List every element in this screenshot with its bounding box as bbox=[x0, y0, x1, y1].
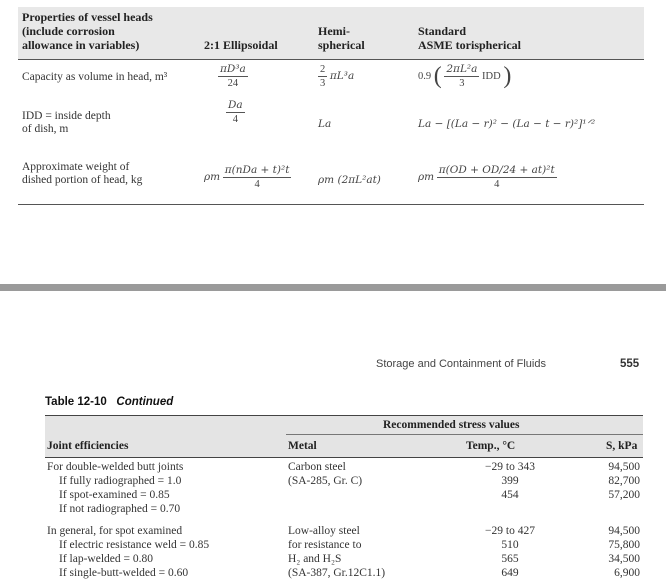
temps-carbon-steel: −29 to 343 399 454 bbox=[485, 461, 535, 501]
idd-hemispherical-formula: La bbox=[318, 118, 332, 130]
stress-table-header-rule bbox=[45, 457, 643, 458]
header-properties: Properties of vessel heads (include corrosion allowance in variables) bbox=[22, 10, 153, 52]
header-hemispherical: Hemi- spherical bbox=[318, 24, 365, 52]
weight-hemispherical-formula: ρm (2πL²at) bbox=[318, 174, 381, 186]
joint-block-double-welded: For double-welded butt joints If fully radiographed = 1.0 If spot-examined = 0.85 If not radiographed = 0.70 bbox=[47, 461, 184, 515]
page-number: 555 bbox=[620, 358, 640, 370]
capacity-ellipsoidal-formula: $\frac{\text{πD³a}}{24}$ bbox=[220, 63, 246, 89]
joint-block-spot-examined: In general, for spot examined If electric resistance weld = 0.85 If lap-welded = 0.80 If single-butt-welded = 0.60 bbox=[47, 525, 210, 579]
stress-low-alloy-steel: 94,500 75,800 34,500 6,900 bbox=[608, 525, 640, 579]
capacity-hemispherical-formula: $\frac{2}{3}$ πL³a bbox=[320, 64, 355, 89]
metal-low-alloy-steel: Low-alloy steel for resistance to H₂ and H₂S (SA-387, Gr.12C1.1) bbox=[288, 525, 386, 579]
page-separator bbox=[0, 284, 666, 291]
table-bottom-rule bbox=[18, 204, 644, 205]
header-rule bbox=[18, 59, 644, 60]
header-metal: Metal bbox=[288, 440, 317, 452]
stress-table-top-rule bbox=[45, 415, 643, 416]
temps-low-alloy-steel: −29 to 427 510 565 649 bbox=[485, 525, 535, 579]
stress-table-header-band bbox=[45, 415, 643, 458]
capacity-torispherical-formula: 0.9 ( $\frac{\text{2πL²a}}{3}$ IDD ) bbox=[418, 63, 512, 89]
idd-ellipsoidal-formula: $\frac{Da}{4}$ bbox=[228, 99, 243, 125]
header-temp: Temp., °C bbox=[466, 440, 516, 452]
header-standard: Standard ASME torispherical bbox=[418, 24, 521, 52]
weight-torispherical-formula: ρm $\frac{\text{π(OD + OD/24 + at)²t}}{4}$ bbox=[418, 164, 555, 190]
header-joint-efficiencies: Joint efficiencies bbox=[47, 440, 129, 452]
header-ellipsoidal: 2:1 Ellipsoidal bbox=[204, 38, 278, 52]
table-title: Table 12-10 Continued bbox=[45, 396, 174, 408]
row-idd-label: IDD = inside depth of dish, m bbox=[22, 110, 111, 135]
weight-ellipsoidal-formula: ρm $\frac{\text{π(nDa + t)²t}}{4}$ bbox=[204, 164, 290, 190]
idd-torispherical-formula: La − [(La − r)² − (La − t − r)²]¹ᐟ² bbox=[418, 118, 596, 130]
row-capacity-label: Capacity as volume in head, m³ bbox=[22, 71, 168, 83]
group-header: Recommended stress values bbox=[383, 419, 520, 431]
vessel-heads-table bbox=[0, 0, 666, 210]
row-weight-label: Approximate weight of dished portion of head, kg bbox=[22, 161, 143, 186]
group-header-rule bbox=[286, 434, 643, 435]
metal-carbon-steel: Carbon steel (SA-285, Gr. C) bbox=[288, 461, 363, 487]
stress-carbon-steel: 94,500 82,700 57,200 bbox=[608, 461, 640, 501]
header-s-kpa: S, kPa bbox=[606, 440, 638, 452]
running-head: Storage and Containment of Fluids bbox=[376, 358, 546, 370]
